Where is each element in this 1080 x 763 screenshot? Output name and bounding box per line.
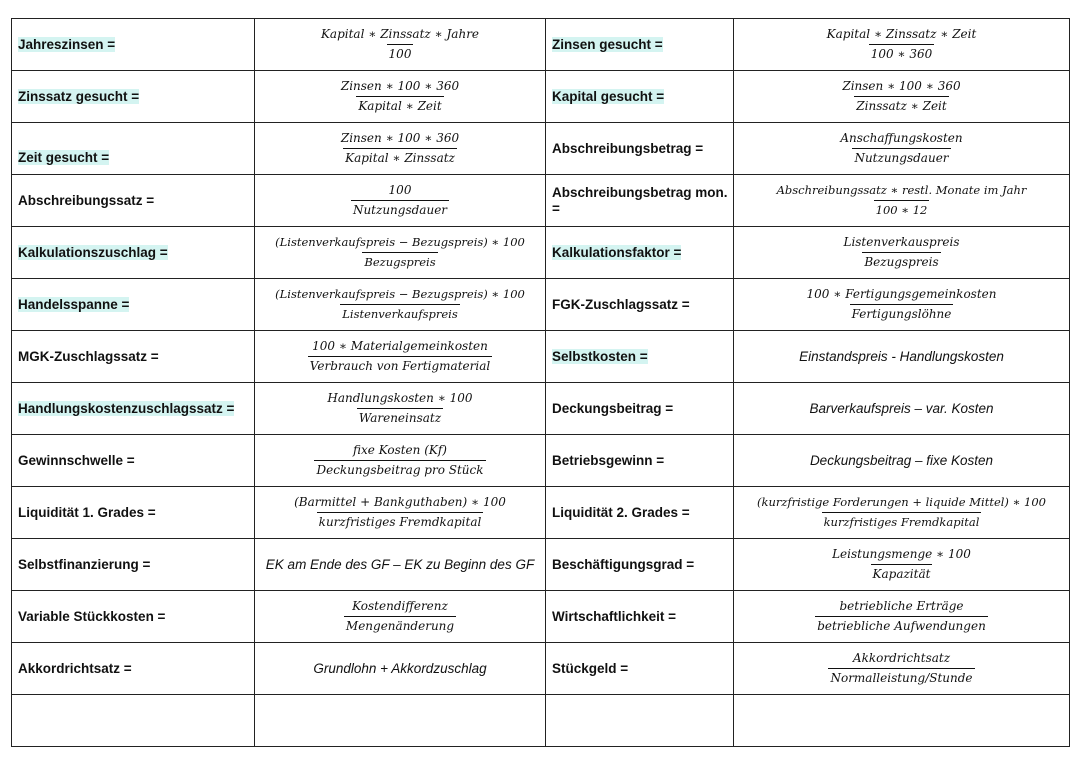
- formula-label-cell: [12, 435, 255, 487]
- formula-text: Barverkaufspreis – var. Kosten: [809, 400, 994, 416]
- fraction-denominator: kurzfristiges Fremdkapital: [317, 512, 484, 530]
- formula-label-cell: [546, 71, 734, 123]
- formula-expression-cell: [255, 643, 546, 695]
- fraction-numerator: Handlungskosten ∗ 100: [327, 391, 473, 405]
- formula-label-text: Liquidität 1. Grades =: [18, 504, 156, 520]
- formula-label: [12, 661, 254, 677]
- formula-label-cell: [546, 383, 734, 435]
- table-row: [12, 435, 1070, 487]
- table-row: [12, 279, 1070, 331]
- formula-fraction: [255, 495, 545, 530]
- fraction-denominator: Fertigungslöhne: [850, 304, 954, 322]
- formula-label-cell: [546, 19, 734, 71]
- formula-label-cell: [12, 591, 255, 643]
- fraction-numerator: 100 ∗ Fertigungsgemeinkosten: [806, 287, 997, 301]
- fraction-numerator: Kapital ∗ Zinssatz ∗ Jahre: [320, 27, 480, 41]
- formula-label-text: Kalkulationsfaktor =: [552, 244, 682, 260]
- formula-label-text: Jahreszinsen =: [18, 36, 116, 52]
- formula-text: EK am Ende des GF – EK zu Beginn des GF: [265, 556, 535, 572]
- formula-expression-cell: [734, 175, 1070, 227]
- formula-text: Einstandspreis - Handlungskosten: [799, 348, 1004, 364]
- formula-label-text: Akkordrichtsatz =: [18, 660, 132, 676]
- fraction-numerator: (Listenverkaufspreis − Bezugspreis) ∗ 100: [275, 287, 525, 301]
- formula-label: [546, 245, 733, 261]
- formula-expression-cell: [255, 331, 546, 383]
- fraction-numerator: Zinsen ∗ 100 ∗ 360: [842, 79, 961, 93]
- formula-label-text: Zinssatz gesucht =: [18, 88, 140, 104]
- formula-expression-cell: [734, 435, 1070, 487]
- formula-text: Grundlohn + Akkordzuschlag: [313, 660, 487, 676]
- formula-label-cell: [12, 123, 255, 175]
- formula-expression-cell: [255, 487, 546, 539]
- formula-label-text: FGK-Zuschlagssatz =: [552, 296, 690, 312]
- formula-label: [546, 453, 733, 469]
- formula-label-cell: [546, 175, 734, 227]
- fraction-numerator: 100 ∗ Materialgemeinkosten: [312, 339, 488, 353]
- formula-label: [546, 297, 733, 313]
- fraction-denominator: Nutzungsdauer: [852, 148, 950, 166]
- empty-cell: [734, 695, 1070, 747]
- formula-label-cell: [12, 227, 255, 279]
- formula-label-text: Abschreibungsbetrag mon. =: [552, 184, 728, 216]
- formula-label: [12, 505, 254, 521]
- formula-label: [12, 132, 254, 166]
- formula-fraction: [734, 651, 1069, 686]
- formula-label: [12, 349, 254, 365]
- fraction-numerator: Kapital ∗ Zinssatz ∗ Zeit: [826, 27, 977, 41]
- formula-label-text: Handlungskostenzuschlagssatz =: [18, 400, 235, 416]
- formula-label: [12, 557, 254, 573]
- formula-label-cell: [12, 279, 255, 331]
- formula-fraction: [255, 235, 545, 270]
- formula-label-text: Kapital gesucht =: [552, 88, 665, 104]
- formula-label: [546, 505, 733, 521]
- table-row: [12, 539, 1070, 591]
- formula-label-cell: [546, 487, 734, 539]
- empty-cell: [12, 695, 255, 747]
- formula-expression-cell: [734, 227, 1070, 279]
- fraction-denominator: Normalleistung/Stunde: [828, 668, 974, 686]
- formula-expression-cell: [734, 383, 1070, 435]
- fraction-numerator: (kurzfristige Forderungen + liquide Mittel) ∗ 100: [756, 495, 1046, 509]
- formula-fraction: [734, 235, 1069, 270]
- formula-fraction: [734, 79, 1069, 114]
- formula-expression-cell: [255, 175, 546, 227]
- fraction-denominator: Wareneinsatz: [357, 408, 443, 426]
- formula-text: Deckungsbeitrag – fixe Kosten: [809, 452, 994, 468]
- formula-expression-cell: [734, 539, 1070, 591]
- formula-expression-cell: [255, 591, 546, 643]
- fraction-denominator: Zinssatz ∗ Zeit: [854, 96, 948, 114]
- formula-label-text: MGK-Zuschlagssatz =: [18, 348, 159, 364]
- empty-cell: [546, 695, 734, 747]
- empty-cell: [255, 695, 546, 747]
- formula-label-cell: [546, 227, 734, 279]
- fraction-denominator: Kapazität: [871, 564, 933, 582]
- formula-label-text: Selbstfinanzierung =: [18, 556, 151, 572]
- formula-label: [546, 557, 733, 573]
- formula-label-cell: [546, 539, 734, 591]
- formula-expression-cell: [734, 331, 1070, 383]
- formula-expression-cell: [255, 435, 546, 487]
- formula-expression-cell: [255, 19, 546, 71]
- formula-expression-cell: [734, 279, 1070, 331]
- formula-label-cell: [546, 331, 734, 383]
- formula-expression-cell: [255, 279, 546, 331]
- formula-fraction: [734, 599, 1069, 634]
- formula-expression-cell: [255, 123, 546, 175]
- formula-label-text: Betriebsgewinn =: [552, 452, 665, 468]
- fraction-numerator: betriebliche Erträge: [839, 599, 964, 613]
- formula-fraction: [255, 339, 545, 374]
- formula-label: [546, 349, 733, 365]
- formula-label-text: Stückgeld =: [552, 660, 629, 676]
- formula-label-cell: [546, 591, 734, 643]
- formula-expression-cell: [734, 71, 1070, 123]
- formula-label-text: Kalkulationszuschlag =: [18, 244, 168, 260]
- formula-label-cell: [12, 383, 255, 435]
- formula-label: [12, 193, 254, 209]
- formula-fraction: [255, 131, 545, 166]
- formula-label-text: Deckungsbeitrag =: [552, 400, 674, 416]
- formula-table: [11, 18, 1070, 747]
- fraction-numerator: Abschreibungssatz ∗ restl. Monate im Jahr: [776, 183, 1027, 197]
- fraction-denominator: 100 ∗ 360: [869, 44, 935, 62]
- table-row: [12, 643, 1070, 695]
- formula-label-text: Zeit gesucht =: [18, 149, 110, 165]
- formula-label-text: Gewinnschwelle =: [18, 452, 135, 468]
- table-row: [12, 19, 1070, 71]
- formula-label-text: Wirtschaftlichkeit =: [552, 608, 677, 624]
- formula-label: [12, 89, 254, 105]
- fraction-numerator: Akkordrichtsatz: [852, 651, 951, 665]
- formula-table-body: [12, 19, 1070, 747]
- formula-fraction: [255, 599, 545, 634]
- formula-label-cell: [12, 487, 255, 539]
- formula-label: [12, 37, 254, 53]
- fraction-numerator: Kostendifferenz: [352, 599, 448, 613]
- fraction-denominator: kurzfristiges Fremdkapital: [822, 512, 982, 530]
- fraction-denominator: Deckungsbeitrag pro Stück: [314, 460, 485, 478]
- fraction-denominator: Nutzungsdauer: [351, 200, 449, 218]
- fraction-numerator: Anschaffungskosten: [840, 131, 963, 145]
- formula-fraction: [255, 391, 545, 426]
- formula-fraction: [255, 27, 545, 62]
- formula-label: [546, 401, 733, 417]
- fraction-denominator: Kapital ∗ Zinssatz: [343, 148, 457, 166]
- formula-label: [12, 245, 254, 261]
- formula-fraction: [734, 183, 1069, 218]
- formula-expression-cell: [255, 539, 546, 591]
- fraction-numerator: (Barmittel + Bankguthaben) ∗ 100: [294, 495, 506, 509]
- formula-label: [546, 185, 733, 217]
- fraction-denominator: Bezugspreis: [862, 252, 940, 270]
- fraction-numerator: (Listenverkaufspreis − Bezugspreis) ∗ 100: [275, 235, 525, 249]
- fraction-denominator: 100 ∗ 12: [874, 200, 930, 218]
- formula-label-cell: [12, 71, 255, 123]
- formula-fraction: [255, 443, 545, 478]
- formula-expression-cell: [255, 227, 546, 279]
- fraction-numerator: Leistungsmenge ∗ 100: [832, 547, 971, 561]
- formula-label-cell: [12, 175, 255, 227]
- fraction-denominator: Mengenänderung: [344, 616, 456, 634]
- fraction-numerator: fixe Kosten (Kf): [353, 443, 447, 457]
- formula-label-cell: [546, 643, 734, 695]
- formula-expression-cell: [255, 71, 546, 123]
- formula-label-text: Beschäftigungsgrad =: [552, 556, 695, 572]
- fraction-denominator: Verbrauch von Fertigmaterial: [308, 356, 492, 374]
- fraction-numerator: Zinsen ∗ 100 ∗ 360: [340, 131, 460, 145]
- formula-label: [12, 401, 254, 417]
- formula-label-cell: [546, 435, 734, 487]
- formula-fraction: [734, 287, 1069, 322]
- fraction-denominator: betriebliche Aufwendungen: [815, 616, 988, 634]
- formula-label: [12, 609, 254, 625]
- formula-expression-cell: [255, 383, 546, 435]
- formula-label-cell: [546, 123, 734, 175]
- formula-expression-cell: [734, 123, 1070, 175]
- table-row: [12, 331, 1070, 383]
- formula-label-cell: [12, 19, 255, 71]
- fraction-denominator: 100: [387, 44, 414, 62]
- formula-fraction: [734, 27, 1069, 62]
- formula-label-cell: [12, 331, 255, 383]
- formula-label-text: Abschreibungsbetrag =: [552, 140, 704, 156]
- table-row: [12, 227, 1070, 279]
- formula-label-text: Liquidität 2. Grades =: [552, 504, 690, 520]
- formula-label-text: Handelsspanne =: [18, 296, 130, 312]
- formula-label-text: Selbstkosten =: [552, 348, 648, 364]
- formula-label: [546, 661, 733, 677]
- fraction-denominator: Kapital ∗ Zeit: [356, 96, 443, 114]
- formula-expression-cell: [734, 643, 1070, 695]
- formula-label: [546, 141, 733, 157]
- fraction-numerator: 100: [388, 183, 412, 197]
- formula-fraction: [734, 547, 1069, 582]
- formula-expression-cell: [734, 19, 1070, 71]
- formula-label: [546, 37, 733, 53]
- formula-label: [12, 453, 254, 469]
- table-row: [12, 71, 1070, 123]
- formula-fraction: [255, 79, 545, 114]
- formula-fraction: [255, 287, 545, 322]
- formula-label-text: Abschreibungssatz =: [18, 192, 155, 208]
- formula-label: [546, 609, 733, 625]
- formula-label-cell: [12, 539, 255, 591]
- fraction-denominator: Listenverkaufspreis: [340, 304, 459, 322]
- formula-expression-cell: [734, 487, 1070, 539]
- table-row: [12, 383, 1070, 435]
- formula-label: [546, 89, 733, 105]
- formula-label-text: Variable Stückkosten =: [18, 608, 166, 624]
- formula-label-text: Zinsen gesucht =: [552, 36, 663, 52]
- empty-table-row: [12, 695, 1070, 747]
- formula-fraction: [734, 495, 1069, 530]
- formula-label: [12, 297, 254, 313]
- formula-fraction: [734, 131, 1069, 166]
- table-row: [12, 487, 1070, 539]
- table-row: [12, 123, 1070, 175]
- formula-fraction: [255, 183, 545, 218]
- table-row: [12, 175, 1070, 227]
- formula-label-cell: [12, 643, 255, 695]
- fraction-denominator: Bezugspreis: [362, 252, 437, 270]
- formula-label-cell: [546, 279, 734, 331]
- formula-expression-cell: [734, 591, 1070, 643]
- fraction-numerator: Zinsen ∗ 100 ∗ 360: [340, 79, 460, 93]
- fraction-numerator: Listenverkauspreis: [843, 235, 960, 249]
- table-row: [12, 591, 1070, 643]
